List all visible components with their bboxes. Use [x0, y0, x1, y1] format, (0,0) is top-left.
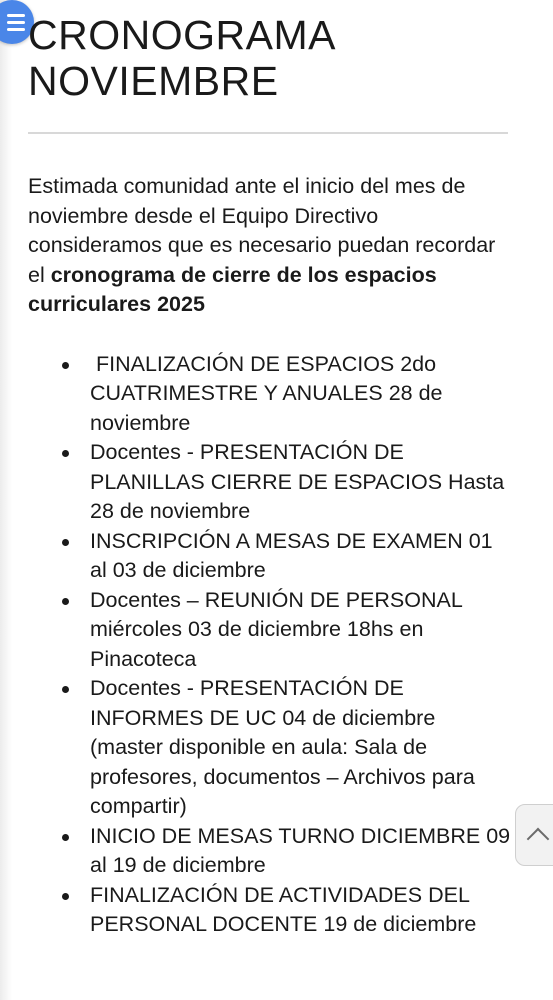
bullet-icon [62, 834, 69, 841]
list-item-text: INSCRIPCIÓN A MESAS DE EXAMEN 01 al 03 de diciembre [90, 528, 493, 582]
list-item-text: FINALIZACIÓN DE ESPACIOS 2do CUATRIMESTRE Y ANUALES 28 de noviembre [90, 351, 449, 435]
list-item [90, 881, 512, 940]
bullet-icon [62, 450, 69, 457]
title-divider [28, 132, 508, 134]
list-item-text: Docentes – REUNIÓN DE PERSONAL miércoles 03 de diciembre 18hs en Pinacoteca [90, 587, 462, 671]
schedule-list [28, 350, 512, 940]
bullet-icon [62, 893, 69, 900]
page-edge-shade [0, 0, 12, 1000]
list-item [90, 350, 512, 439]
list-item-text: Docentes - PRESENTACIÓN DE INFORMES DE UC 04 de diciembre (master disponible en aula: Sala de profesores, documentos – Archivos para compartir) [90, 676, 475, 818]
menu-bar [7, 14, 25, 17]
list-item [90, 438, 512, 527]
article-content [28, 12, 512, 940]
bullet-icon [62, 598, 69, 605]
list-item [90, 527, 512, 586]
bullet-icon [62, 539, 69, 546]
list-item-text: Docentes - PRESENTACIÓN DE PLANILLAS CIERRE DE ESPACIOS Hasta 28 de noviembre [90, 440, 505, 523]
list-item-text: INICIO DE MESAS TURNO DICIEMBRE 09 al 19 de diciembre [90, 823, 511, 877]
intro-bold-text: cronograma de cierre de los espacios curriculares 2025 [28, 262, 437, 316]
page-title-line1: CRONOGRAMA [28, 12, 336, 58]
list-item [90, 822, 512, 881]
menu-bar [7, 28, 25, 31]
scroll-to-top-button[interactable] [515, 804, 553, 866]
page-title-line2: NOVIEMBRE [28, 58, 279, 104]
intro-paragraph [28, 172, 512, 320]
intro-text: Estimada comunidad ante el inicio del mes de noviembre desde el Equipo Directivo consideramos que es necesario puedan recordar el [28, 174, 496, 287]
menu-bar [7, 21, 25, 24]
bullet-icon [62, 362, 69, 369]
list-item [90, 586, 512, 675]
list-item [90, 674, 512, 822]
chevron-up-icon [527, 828, 550, 851]
bullet-icon [62, 686, 69, 693]
list-item-text: FINALIZACIÓN DE ACTIVIDADES DEL PERSONAL DOCENTE 19 de diciembre [90, 882, 477, 936]
page-title [28, 12, 512, 104]
